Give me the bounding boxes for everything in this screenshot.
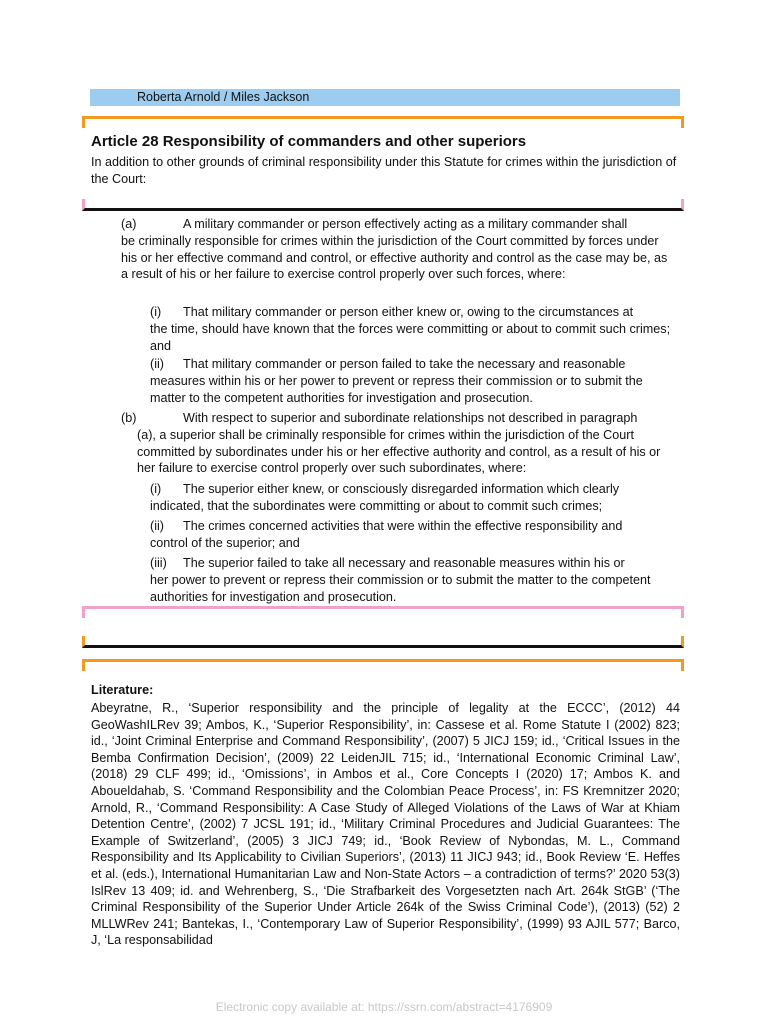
paragraph-b [121,410,674,477]
article-intro: In addition to other grounds of criminal responsibility under this Statute for crimes within the jurisdiction of the Court: [91,155,677,186]
paragraph-b-i-rest: indicated, that the subordinates were committing or about to commit such crimes; [150,498,603,513]
paragraph-b-i-first-line: The superior either knew, or consciously disregarded information which clearly [183,482,620,496]
paragraph-b-first-line: With respect to superior and subordinate relationships not described in paragraph [183,411,638,425]
paragraph-a-ii [150,356,672,406]
paragraph-b-ii-rest: control of the superior; and [150,535,300,550]
paragraph-a-label: (a) [121,217,137,231]
paragraph-b-ii-label: (ii) [150,519,164,533]
paragraph-a-i-first-line: That military commander or person either knew or, owing to the circumstances at [183,305,634,319]
paragraph-a-i [150,304,672,354]
paragraph-b-iii-rest: her power to prevent or repress their commission or to submit the matter to the competent authorities for investigation and prosecution. [150,572,651,604]
paragraph-a-i-label: (i) [150,305,162,319]
orange-bracket-bottom [82,636,684,648]
paragraph-a [121,216,669,283]
paragraph-a-ii-label: (ii) [150,357,164,371]
paragraph-b-label: (b) [121,411,137,425]
literature-body: Abeyratne, R., ‘Superior responsibility and the principle of legality at the ECCC’, (2012) 44 GeoWashILRev 39; Ambos, K., ‘Superior Responsibility’, in: Cassese et al. Rome Statute I (2002) 823; id., ‘Joint Criminal Enterprise and Command Responsibility’, (2007) 5 JICJ 159; id., ‘Critical Issues in the Bemba Confirmation Decision’, (2009) 22 LeidenJIL 715; id., ‘International Economic Criminal Law’, (2018) 29 CLF 499; id., ‘Omissions’, in Ambos et al., Core Concepts I (2020) 17; Ambos K. and Aboueldahab, S. ‘Command Responsibility and the Colombian Peace Process’, in: FS Kremnitzer 2020; Arnold, R., ‘Command Responsibility: A Case Study of Alleged Violations of the Laws of War at Khiam Detention Centre’, (2002) 7 JCSL 191; id., ‘Military Criminal Procedures and Judicial Guarantees: The Example of Switzerland’, (2005) 3 JICJ 749; id., ‘Book Review of Nybondas, M. L., Command Responsibility and Its Applicability to Civilian Superiors’, (2013) 11 JICJ 943; id., Book Review ‘E. Heffes et al. (eds.), International Humanitarian Law and Non-State Actors – a contradiction of terms?’ 2020 53(3) IslRev 13 409; id. and Wehrenberg, S., ‘Die Strafbarkeit des Vorgesetzten nach Art. 264k StGB’ (‘The Criminal Responsibility of the Superior Under Article 264k of the Swiss Criminal Code’), (2013) (52) 2 MLLWRev 241; Bantekas, I., ‘Contemporary Law of Superior Responsibility’, (1999) 93 AJIL 577; Barco, J, ‘La responsabilidad [91,701,680,948]
paragraph-a-rest: be criminally responsible for crimes within the jurisdiction of the Court committed by forces under his or her effective command and control, or effective authority and control as the case may be, as a result of his or her failure to exercise control properly over such forces, where: [121,233,668,282]
paragraph-a-i-rest: the time, should have known that the forces were committing or about to commit such crimes; and [150,321,671,353]
paragraph-b-ii [150,518,672,552]
footer-ssrn-note: Electronic copy available at: https://ssrn.com/abstract=4176909 [215,1000,553,1014]
paragraph-b-i-label: (i) [150,482,162,496]
paragraph-b-ii-first-line: The crimes concerned activities that were within the effective responsibility and [183,519,623,533]
paragraph-a-ii-rest: measures within his or her power to prevent or repress their commission or to submit the matter to the competent authorities for investigation and prosecution. [150,373,643,405]
paragraph-b-i [150,481,672,515]
literature-title: Literature: [91,683,154,697]
pink-bracket-bottom [82,199,684,211]
authors-text: Roberta Arnold / Miles Jackson [137,90,310,104]
paragraph-a-first-line: A military commander or person effectively acting as a military commander shall [183,217,628,231]
pink-bracket-top [82,606,684,618]
paragraph-b-iii-label: (iii) [150,556,167,570]
article-title: Article 28 Responsibility of commanders and other superiors [91,133,527,150]
paragraph-b-iii-first-line: The superior failed to take all necessary and reasonable measures within his or [183,556,625,570]
paragraph-b-rest: (a), a superior shall be criminally responsible for crimes within the jurisdiction of the Court committed by subordinates under his or her effective authority and control, as a result of his or her failure to exercise control properly over such subordinates, where: [137,427,661,476]
running-header [90,89,680,106]
orange-bracket-literature [82,659,684,671]
paragraph-b-iii [150,555,672,605]
paragraph-a-ii-first-line: That military commander or person failed to take the necessary and reasonable [183,357,626,371]
orange-bracket-top [82,116,684,128]
